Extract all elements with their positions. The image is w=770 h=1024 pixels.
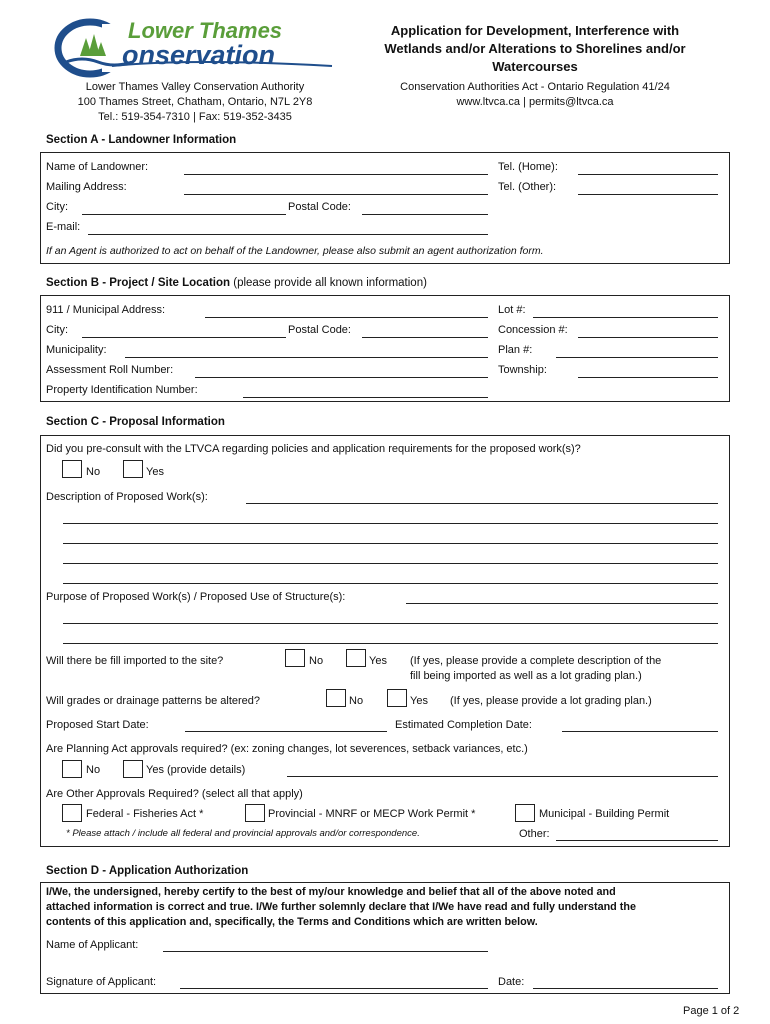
landowner-name-field[interactable]	[184, 174, 488, 175]
org-name: Lower Thames Valley Conservation Authority	[85, 81, 305, 93]
landowner-city-field[interactable]	[82, 214, 286, 215]
fill-note-line-1: (If yes, please provide a complete description of the	[410, 655, 662, 667]
roll-number-field[interactable]	[195, 377, 488, 378]
certification-line-2: attached information is correct and true. I/We further solemnly declare that I/We have read and fully understand the	[46, 901, 636, 913]
municipality-label: Municipality:	[46, 344, 107, 356]
tel-other-label: Tel. (Other):	[498, 181, 557, 193]
preconsult-yes-label: Yes	[146, 466, 164, 478]
purpose-label: Purpose of Proposed Work(s) / Proposed Use of Structure(s):	[46, 591, 346, 603]
logo-letter	[56, 12, 57, 13]
certification-line-1: I/We, the undersigned, hereby certify to the best of my/our knowledge and belief that all of the above noted and	[46, 886, 616, 898]
site-city-field[interactable]	[82, 337, 286, 338]
attach-note: * Please attach / include all federal and provincial approvals and/or correspondence.	[66, 828, 420, 839]
site-postal-label: Postal Code:	[288, 324, 351, 336]
site-city-label: City:	[46, 324, 68, 336]
grades-question: Will grades or drainage patterns be altered?	[46, 695, 261, 707]
landowner-name-label: Name of Landowner:	[46, 161, 149, 173]
logo-text-top: Lower Thames	[128, 18, 283, 43]
mailing-address-label: Mailing Address:	[46, 181, 127, 193]
tel-home-field[interactable]	[578, 174, 718, 175]
preconsult-yes-checkbox[interactable]	[123, 460, 143, 478]
certification-line-3: contents of this application and, specifically, the Terms and Conditions which are written below.	[46, 916, 538, 928]
fill-no-checkbox[interactable]	[285, 649, 305, 667]
purpose-field-line-1[interactable]	[406, 603, 718, 604]
logo	[52, 16, 342, 78]
grades-yes-checkbox[interactable]	[387, 689, 407, 707]
planning-details-field[interactable]	[287, 776, 718, 777]
mailing-address-field[interactable]	[184, 194, 488, 195]
applicant-name-label: Name of Applicant:	[46, 939, 139, 951]
federal-label: Federal - Fisheries Act *	[86, 808, 204, 820]
description-label: Description of Proposed Work(s):	[46, 491, 208, 503]
preconsult-no-checkbox[interactable]	[62, 460, 82, 478]
plan-field[interactable]	[556, 357, 718, 358]
completion-date-field[interactable]	[562, 731, 718, 732]
tel-home-label: Tel. (Home):	[498, 161, 558, 173]
concession-label: Concession #:	[498, 324, 568, 336]
purpose-field-line-3[interactable]	[63, 643, 718, 644]
fill-question: Will there be fill imported to the site?	[46, 655, 224, 667]
title-line-3: Watercourses	[492, 59, 578, 74]
regulation-info	[335, 80, 735, 110]
federal-checkbox[interactable]	[62, 804, 82, 822]
township-label: Township:	[498, 364, 547, 376]
planning-no-checkbox[interactable]	[62, 760, 82, 778]
planning-no-label: No	[86, 764, 101, 776]
title-line-1: Application for Development, Interference with	[390, 23, 680, 38]
regulation-line: Conservation Authorities Act - Ontario Regulation 41/24	[400, 81, 670, 93]
grades-yes-label: Yes	[410, 695, 428, 707]
fill-note-line-2: fill being imported as well as a lot grading plan.)	[410, 670, 642, 682]
preconsult-question: Did you pre-consult with the LTVCA regarding policies and application requirements for the proposed work(s)?	[46, 443, 581, 455]
pin-field[interactable]	[243, 397, 488, 398]
section-c-title: Section C - Proposal Information	[46, 416, 225, 428]
preconsult-no-label: No	[86, 466, 101, 478]
tel-other-field[interactable]	[578, 194, 718, 195]
planning-question: Are Planning Act approvals required? (ex: zoning changes, lot severences, setback variances, etc.)	[46, 743, 528, 755]
logo-text-bottom: onservation	[122, 40, 276, 70]
date-label: Date:	[498, 976, 525, 988]
purpose-field-line-2[interactable]	[63, 623, 718, 624]
municipality-field[interactable]	[125, 357, 488, 358]
agent-note: If an Agent is authorized to act on behalf of the Landowner, please also submit an agent authorization form.	[46, 245, 544, 257]
other-field[interactable]	[556, 840, 718, 841]
section-a-title: Section A - Landowner Information	[46, 134, 237, 146]
email-label: E-mail:	[46, 221, 81, 233]
org-info	[40, 80, 350, 125]
description-field-line-2[interactable]	[63, 523, 718, 524]
municipal-checkbox[interactable]	[515, 804, 535, 822]
grades-no-checkbox[interactable]	[326, 689, 346, 707]
roll-number-label: Assessment Roll Number:	[46, 364, 174, 376]
municipal-label: Municipal - Building Permit	[539, 808, 670, 820]
applicant-name-field[interactable]	[163, 951, 488, 952]
form-title	[335, 22, 735, 76]
provincial-checkbox[interactable]	[245, 804, 265, 822]
planning-yes-checkbox[interactable]	[123, 760, 143, 778]
other-label: Other:	[519, 828, 550, 840]
concession-field[interactable]	[578, 337, 718, 338]
landowner-postal-field[interactable]	[362, 214, 488, 215]
grades-note: (If yes, please provide a lot grading plan.)	[450, 695, 652, 707]
page-number: Page 1 of 2	[683, 1005, 740, 1017]
landowner-city-label: City:	[46, 201, 68, 213]
description-field-line-1[interactable]	[246, 503, 718, 504]
org-address: 100 Thames Street, Chatham, Ontario, N7L 2Y8	[77, 96, 313, 108]
site-postal-field[interactable]	[362, 337, 488, 338]
fill-yes-checkbox[interactable]	[346, 649, 366, 667]
title-line-2: Wetlands and/or Alterations to Shorelines and/or	[384, 41, 686, 56]
description-field-line-4[interactable]	[63, 563, 718, 564]
grades-no-label: No	[349, 695, 364, 707]
section-b-title	[46, 277, 427, 289]
planning-yes-label: Yes (provide details)	[146, 764, 246, 776]
lot-field[interactable]	[533, 317, 718, 318]
section-b-title-text: Section B - Project / Site Location	[46, 277, 231, 289]
start-date-field[interactable]	[185, 731, 387, 732]
section-b-title-note: (please provide all known information)	[233, 277, 427, 289]
start-date-label: Proposed Start Date:	[46, 719, 149, 731]
municipal-address-label: 911 / Municipal Address:	[46, 304, 166, 316]
email-field[interactable]	[88, 234, 488, 235]
landowner-postal-label: Postal Code:	[288, 201, 351, 213]
completion-date-label: Estimated Completion Date:	[395, 719, 532, 731]
township-field[interactable]	[578, 377, 718, 378]
org-phone: Tel.: 519-354-7310 | Fax: 519-352-3435	[98, 111, 292, 123]
provincial-label: Provincial - MNRF or MECP Work Permit *	[268, 808, 476, 820]
web-line: www.ltvca.ca | permits@ltvca.ca	[456, 96, 614, 108]
pin-label: Property Identification Number:	[46, 384, 198, 396]
description-field-line-3[interactable]	[63, 543, 718, 544]
signature-label: Signature of Applicant:	[46, 976, 157, 988]
plan-label: Plan #:	[498, 344, 533, 356]
fill-yes-label: Yes	[369, 655, 387, 667]
fill-no-label: No	[309, 655, 324, 667]
municipal-address-field[interactable]	[205, 317, 488, 318]
other-approvals-question: Are Other Approvals Required? (select all that apply)	[46, 788, 303, 800]
signature-field[interactable]	[180, 988, 488, 989]
lot-label: Lot #:	[498, 304, 526, 316]
section-d-title: Section D - Application Authorization	[46, 865, 249, 877]
description-field-line-5[interactable]	[63, 583, 718, 584]
date-field[interactable]	[533, 988, 718, 989]
